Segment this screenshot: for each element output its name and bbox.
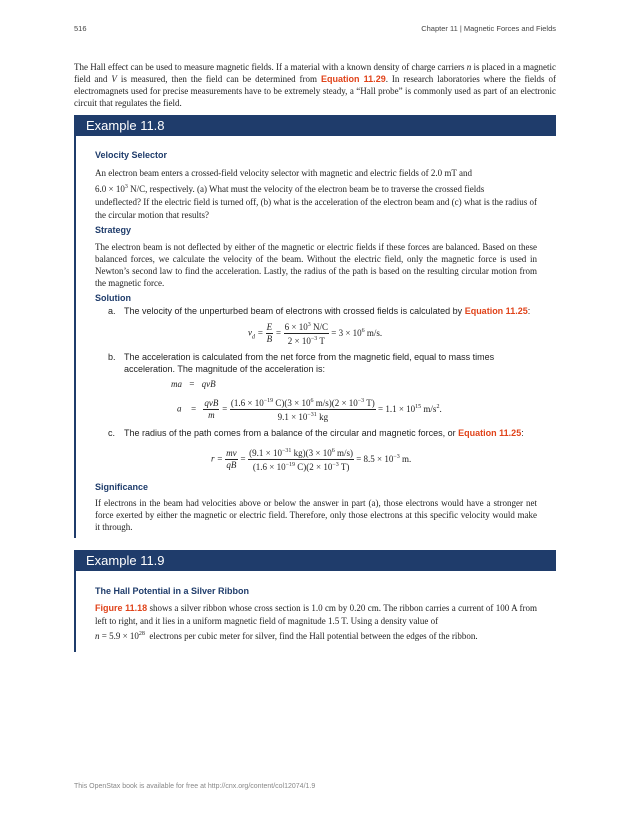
intro-paragraph: The Hall effect can be used to measure magnetic fields. If a material with a known density of charge carriers n is placed in a magnetic field and V is measured, then the field can be determined from Equation 11.29. In research laboratories where the fields of electromagnets used for precise measurements have to be extremely steady, a “Hall probe” is commonly used as part of an electronic circuit that regulates the field. bbox=[74, 62, 557, 108]
solution-item-c: c. The radius of the path comes from a balance of the circular and magnetic forces, or Equation 11.25: bbox=[108, 428, 524, 438]
equation-radius: r = $\frac{mv}{qB}$ = $\frac{(9.1 \times 10^{-31} kg)(3 \times 10^6 m/s)}{(1.6 \times 10^{-19} C)(2 \times 10^{-3} T)}$ = $8.5 \times 10^{-3}$ m. bbox=[211, 448, 412, 472]
chapter-title: Chapter 11 | Magnetic Forces and Fields bbox=[421, 24, 556, 33]
strategy-heading: Strategy bbox=[95, 225, 132, 235]
significance-text: If electrons in the beam had velocities above or below the answer in part (a), those electrons would have a stronger net force exerted by either the magnetic or electric field. Therefore, only those electrons at this specific velocity would make it through. bbox=[95, 498, 537, 532]
example-header: Example 11.8 bbox=[74, 115, 556, 136]
footer-link[interactable]: This OpenStax book is available for free at http://cnx.org/content/col12074/1.9 bbox=[74, 783, 316, 790]
example-problem: Figure 11.18 shows a silver ribbon whose cross section is 1.0 cm by 0.20 cm. The ribbon carries a current of 100 A from left to right, and it lies in a uniform magnetic field of magnitude 1.5 T. Using a density value of bbox=[95, 603, 537, 626]
equation-link[interactable]: Equation 11.25 bbox=[464, 306, 528, 316]
solution-item-b: b. The acceleration is calculated from the net force from the magnetic field, equal to mass times acceleration. The magnitude of the acceleration is: bbox=[108, 352, 495, 374]
example-title: Velocity Selector bbox=[95, 150, 168, 160]
example-header: Example 11.9 bbox=[74, 550, 556, 571]
example-rule bbox=[74, 136, 76, 538]
equation-velocity: $v_d$ = $\frac{E}{B}$ = $\frac{6 \times 10^3 N/C}{2 \times 10^{-3} T}$ = $3 \times 10^6$ m/s. bbox=[248, 322, 383, 346]
figure-link[interactable]: Figure 11.18 bbox=[95, 603, 148, 613]
example-title: The Hall Potential in a Silver Ribbon bbox=[95, 586, 250, 596]
example-problem-line-3: $n = 5.9 \times 10^{28}$ electrons per cubic meter for silver, find the Hall potential between the edges of the ribbon. bbox=[95, 631, 478, 641]
problem-line-2: $6.0 \times 10^3$ N/C, respectively. (a) What must the velocity of the electron beam be to traverse the crossed fields bbox=[95, 184, 485, 194]
significance-heading: Significance bbox=[95, 482, 149, 492]
solution-item-a: a. The velocity of the unperturbed beam of electrons with crossed fields is calculated by Equation 11.25: bbox=[108, 306, 531, 316]
equation-force: ma = qvB bbox=[171, 379, 216, 389]
solution-heading: Solution bbox=[95, 293, 131, 303]
equation-link[interactable]: Equation 11.25 bbox=[458, 428, 522, 438]
problem-line-1: An electron beam enters a crossed-field velocity selector with magnetic and electric fields of 2.0 mT and bbox=[95, 168, 472, 178]
example-rule bbox=[74, 571, 76, 652]
problem-line-3: undeflected? If the electric field is turned off, (b) what is the acceleration of the electron beam and (c) what is the radius of the circular motion that results? bbox=[95, 197, 537, 220]
equation-acceleration: a = $\frac{\text{qvB}}{m}$ = $\frac{(1.6 \times 10^{-19} C)(3 \times 10^6 m/s)(2 \times 10^{-3} T)}{9.1 \times 10^{-31} kg}$ = $1.1 \times 10^{15}$ $m/s^2$. bbox=[177, 398, 442, 422]
strategy-text: The electron beam is not deflected by either of the magnetic or electric fields if these forces are balanced. Based on these balanced forces, we calculate the velocity of the beam. Without the electric field, only the magnetic force is used in Newton’s second law to find the acceleration. Lastly, the radius of the path is based on the resulting circular motion from the magnetic force. bbox=[95, 242, 537, 288]
page-number: 516 bbox=[74, 24, 87, 33]
equation-link[interactable]: Equation 11.29 bbox=[320, 74, 386, 84]
